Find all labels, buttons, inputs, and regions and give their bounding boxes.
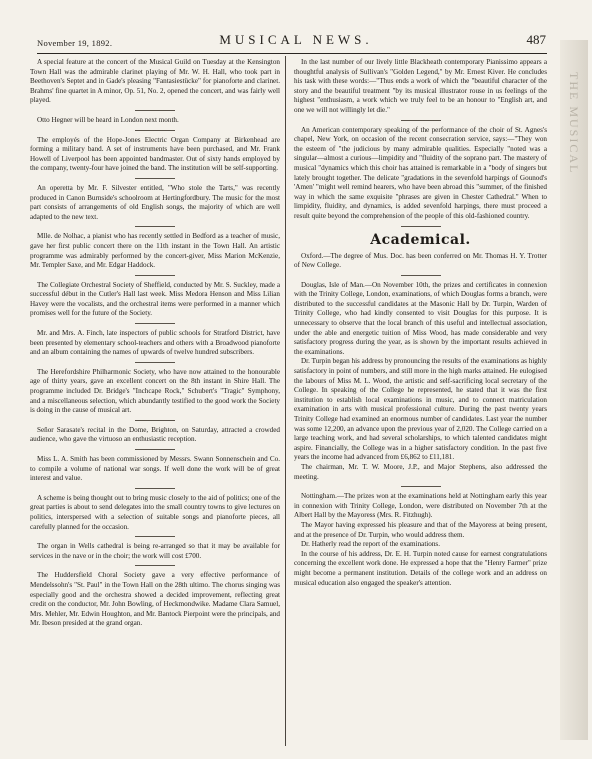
left-column	[30, 58, 280, 629]
article-paragraph: Dr. Hatherly read the report of the examinations.	[301, 540, 440, 549]
separator-rule	[135, 565, 175, 566]
article-paragraph: The organ in Wells cathedral is being re-arranged so that it may be available for services in the nave or in the choir; the work will cost £700.	[30, 542, 280, 560]
separator-rule	[135, 449, 175, 450]
separator-rule	[135, 488, 175, 489]
masthead-title: MUSICAL NEWS.	[219, 32, 373, 47]
article-paragraph: Douglas, Isle of Man.—On November 10th, the prizes and certificates in connexion with the Trinity College, London, examinations, of which Douglas forms a branch, were distributed to the successful candidates at the Masonic Hall by Dr. Turpin, Warden of Trinity College, who had kindly consented to visit Douglas for this purpose. It is unnecessary to observe that the local branch of this useful and intellectual association, under the able and energetic tuition of Miss Wood, has made considerable and very satisfactory progress during the year, as is shown by the important results achieved in the examinations.	[294, 280, 547, 356]
separator-rule	[135, 420, 175, 421]
separator-rule	[401, 486, 441, 487]
issue-date: November 19, 1892.	[37, 38, 113, 48]
article-paragraph: Nottingham.—The prizes won at the examinations held at Nottingham early this year in connexion with Trinity College, London, were distributed on November 7th at the Albert Hall by the Mayoress (Mrs. R. Fitzhugh).	[294, 492, 547, 520]
article-paragraph: A special feature at the concert of the Musical Guild on Tuesday at the Kensington Town Hall was the admirable clarinet playing of Mr. W. H. Hall, who took part in Beethoven's Septet and in Gade's pleasing "Fantasiestücke" for pianoforte and clarinet. Brahms' fine quartet in A minor, Op. 51, No. 2, opened the concert, and was fairly well played.	[30, 58, 280, 105]
article-paragraph: The Huddersfield Choral Society gave a very effective performance of Mendelssohn's "St. Paul" in the Town Hall on the 28th ultimo. The chorus singing was especially good and the orchestra showed a decided improvement, reflecting great credit on the conductor, Mr. John Bowling, of Heckmondwike. Madame Clara Samuel, Mrs. Mehler, Mr. Edwin Houghton, and Mr. Bantock Pierpoint were the principals, and Mr. Ibeson presided at the grand organ.	[30, 571, 280, 628]
article-paragraph: In the last number of our lively little Blackheath contemporary Pianissimo appears a thoughtful analysis of Sullivan's "Golden Legend," by Mr. Ernest Kiver. He concludes his task with these words:—"Thus ends a work of which the "beautiful character of the story and the beautiful treatment "by its musical illustrator rouse in us feelings of the highest "enthusiasm, a work which we truly feel to be an honour to "English art, and one we will not willingly let die."	[294, 58, 547, 114]
article-paragraph: An operetta by Mr. F. Silvester entitled, "Who stole the Tarts," was recently produced in Canon Burnside's schoolroom at Hertingfordbury. The music for the most part consists of arrangements of old English songs, the majority of which are well adapted to the new text.	[30, 183, 280, 221]
article-paragraph: An American contemporary speaking of the performance of the choir of St. Agnes's chapel, New York, on occasion of the recent consecration service, says:—"They won the esteem of "the judicious by many admirable qualities. Especially "noted was a singular—almost a curious—limpidity and "fluidity of the soprano part. The mastery of musical "dynamics which this choir has attained is remarkable in a "body of singers but lately brought together. The delicate "gradations in the sevenfold harpings of Gounod's 'Amen' "might well remind hearers, who have been abroad this "summer, of the finished way in which the same exquisite "phrases are given in Chester Cathedral." When to limpidity, fluidity, and dynamics, is added sevenfold harpings, there must proceed a result quite beyond the comprehension of the people of this old-fashioned country.	[294, 125, 547, 220]
separator-rule	[135, 110, 175, 111]
article-paragraph: Dr. Turpin began his address by pronouncing the results of the examinations as highly satisfactory in point of numbers, and still more in the high marks attained. He eulogised the labours of Miss M. L. Wood, the artistic and self-sacrificing local secretary of the College. In speaking of the College he represented, he stated that it was the first institution to establish local examinations in music, and to connect matriculation examination in arts with musical professional culture. During the past twenty years Trinity College had examined an enormous number of candidates. Last year the number was some 12,200, an advance upon the previous year of 2,020. The College carried on a large teaching work, and had several scholarships, to which talented candidates might aspire. Financially, the College was in a higher satisfactory condition. In the past five years the income had advanced from £6,862 to £11,181.	[294, 357, 547, 462]
header-rule	[37, 53, 547, 54]
article-paragraph: The Collegiate Orchestral Society of Sheffield, conducted by Mr. S. Suckley, made a successful début in the Cutler's Hall last week. Miss Medora Henson and Miss Lilian Havey were the vocalists, and the orchestral items were performed in a manner which promises well for the future of the Society.	[30, 280, 280, 318]
separator-rule	[135, 130, 175, 131]
article-paragraph: The Herefordshire Philharmonic Society, who have now attained to the honourable age of thirty years, gave an excellent concert on the 8th instant in Shire Hall. The programme included Dr. Bridge's "Inchcape Rock," Schubert's "Tragic" Symphony, and a miscellaneous selection, which abundantly testified to the good work the Society is doing in the cause of musical art.	[30, 367, 280, 415]
article-paragraph: The employés of the Hope-Jones Electric Organ Company at Birkenhead are forming a military band. A set of instruments have been purchased, and Mr. Frank Howell of Liverpool has been appointed bandmaster. Out of sixty hands employed by the company, twenty-four have joined the band. The institution will be self-supporting.	[30, 135, 280, 173]
margin-bleed-text: THE MUSICAL	[567, 72, 581, 175]
right-column	[294, 58, 547, 588]
separator-rule	[401, 120, 441, 121]
page-header	[0, 30, 592, 52]
separator-rule	[135, 323, 175, 324]
article-paragraph: Oxford.—The degree of Mus. Doc. has been conferred on Mr. Thomas H. Y. Trotter of New College.	[294, 251, 547, 270]
separator-rule	[401, 226, 441, 227]
separator-rule	[401, 275, 441, 276]
article-paragraph: Miss L. A. Smith has been commissioned by Messrs. Swann Sonnenschein and Co. to compile a volume of national war songs. If well done the work will be of great interest and value.	[30, 455, 280, 483]
article-paragraph: Mlle. de Nolhac, a pianist who has recently settled in Bedford as a teacher of music, gave her first public concert there on the 11th instant in the Town Hall. An artistic programme was admirably performed by the concert-giver, Miss Marion McKenzie, Mr. Templer Saxe, and Mr. Edgar Haddock.	[30, 232, 280, 270]
section-heading: Academical.	[370, 231, 471, 248]
separator-rule	[135, 362, 175, 363]
separator-rule	[135, 226, 175, 227]
article-paragraph: Señor Sarasate's recital in the Dome, Brighton, on Saturday, attracted a crowded audience, who gave the virtuoso an enthusiastic reception.	[30, 425, 280, 444]
separator-rule	[135, 178, 175, 179]
article-paragraph: Mr. and Mrs. A. Finch, late inspectors of public schools for Stratford District, have been presented by elementary school-teachers and others with a Broadwood pianoforte and an album containing the names of upwards of twelve hundred subscribers.	[30, 329, 280, 357]
article-paragraph: Otto Hegner will be heard in London next month.	[37, 115, 179, 124]
article-paragraph: The chairman, Mr. T. W. Moore, J.P., and Major Stephens, also addressed the meeting.	[294, 462, 547, 481]
separator-rule	[135, 536, 175, 537]
article-paragraph: In the course of his address, Dr. E. H. Turpin noted cause for earnest congratulations concerning the excellent work done. He expressed a hope that the "Henry Farmer" prize might become a permanent institution. Details of the college work and an address on musical education also engaged the speaker's attention.	[294, 549, 547, 587]
column-divider	[285, 56, 286, 746]
page-number: 487	[526, 32, 546, 47]
separator-rule	[135, 275, 175, 276]
article-paragraph: A scheme is being thought out to bring music closely to the aid of politics; one of the great parties is about to send delegates into the small country towns to give lectures on politics, interspersed with a selection of suitable songs and pianoforte pieces, all carefully planned for the occasion.	[30, 493, 280, 531]
article-paragraph: The Mayor having expressed his pleasure and that of the Mayoress at being present, and at the presence of Dr. Turpin, who would address them.	[294, 520, 547, 539]
